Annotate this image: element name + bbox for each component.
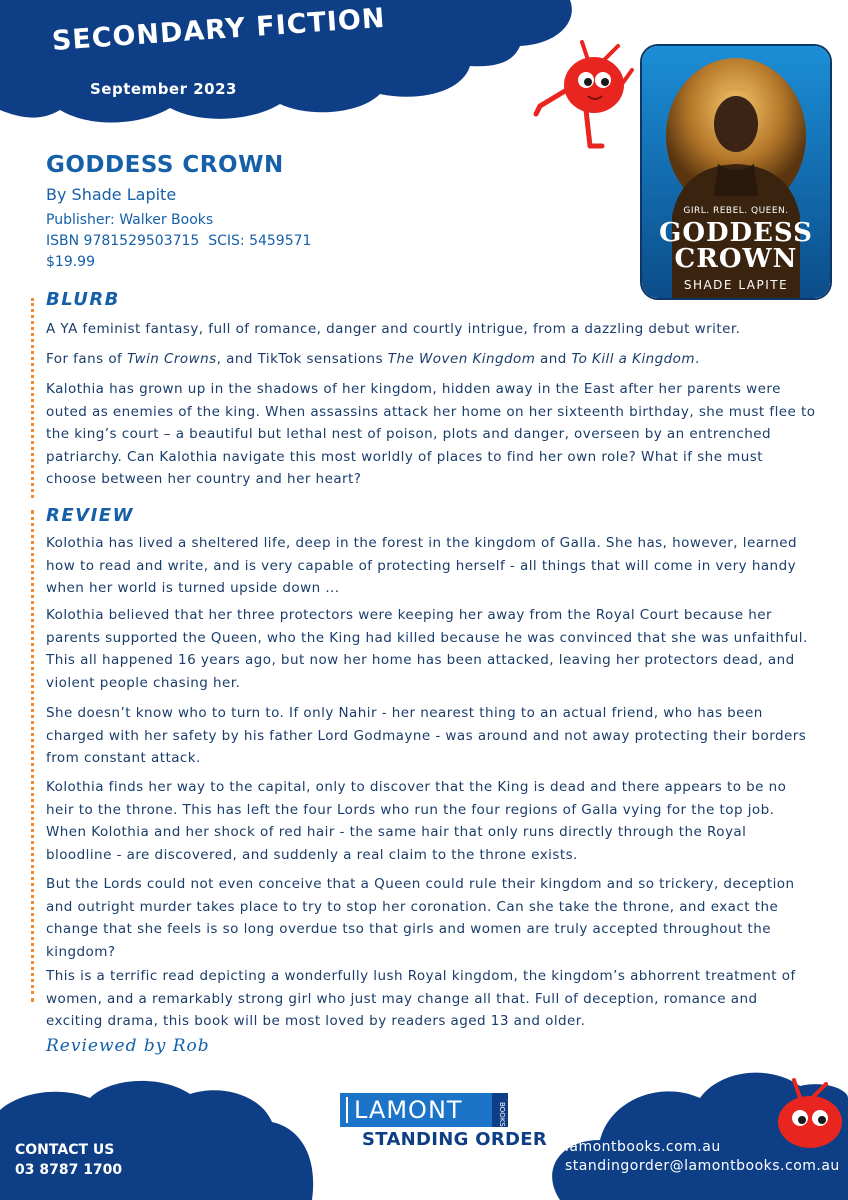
review-heading: REVIEW [46,505,134,526]
review-paragraph-3: She doesn’t know who to turn to. If only Nahir - her nearest thing to an actual friend, who has been charged with her safety by his father Lord Godmayne - was around and not away protecting their borders from constant attack. [46,705,807,766]
website-link[interactable]: lamontbooks.com.au [565,1139,721,1155]
cover-title-line2: CROWN [674,244,798,274]
contact-phone[interactable]: 03 8787 1700 [15,1162,123,1178]
book-publisher: Publisher: Walker Books [46,212,214,228]
blurb-paragraph-2: For fans of Twin Crowns, and TikTok sensations The Woven Kingdom and To Kill a Kingdom. [46,351,700,367]
review-paragraph-4: Kolothia finds her way to the capital, only to discover that the King is dead and there appears to be no heir to the throne. This has left the four Lords who run the four regions of Galla vying for the top job. When Kolothia and her shock of red hair - the same hair that only runs directly through the Royal bloodline - are discovered, and suddenly a real claim to the throne exists. [46,779,787,863]
cover-author: SHADE LAPITE [683,278,789,292]
cover-title-line1: GODDESS [659,218,813,248]
blurb-paragraph-1: A YA feminist fantasy, full of romance, danger and courtly intrigue, from a dazzling debut writer. [46,321,741,337]
lamont-logo [340,1093,508,1127]
issue-date: September 2023 [90,80,237,98]
blurb-heading: BLURB [46,289,120,310]
cover-tagline: GIRL. REBEL. QUEEN. [683,206,789,216]
blurb-divider [31,298,34,498]
mascot-peek-icon [770,1078,848,1148]
reviewer-signature: Reviewed by Rob [46,1036,210,1056]
page-category-title: SECONDARY FICTION [50,2,387,57]
footer-left-cloud [0,1070,320,1200]
contact-label: CONTACT US [15,1142,115,1158]
book-cover [640,44,832,300]
logo-name: LAMONT [354,1096,463,1124]
review-paragraph-1: Kolothia has lived a sheltered life, deep in the forest in the kingdom of Galla. She has, however, learned how to read and write, and is very capable of protecting herself - all things that will come in very handy when her world is turned upside down ... [46,535,798,596]
book-author: By Shade Lapite [46,185,177,204]
blurb-paragraph-3: Kalothia has grown up in the shadows of her kingdom, hidden away in the East after her parents were outed as enemies of the king. When assassins attack her home on her sixteenth birthday, she must flee to the king’s court – a beautiful but lethal nest of poison, plots and danger, overseen by an entrenched patriarchy. Can Kalothia navigate this most worldly of places to find her own role? What if she must choose between her country and her heart? [46,381,816,487]
book-isbn: ISBN 9781529503715 SCIS: 5459571 [46,233,312,249]
mascot-icon [530,40,640,155]
email-link[interactable]: standingorder@lamontbooks.com.au [565,1158,840,1174]
review-paragraph-5: But the Lords could not even conceive that a Queen could rule their kingdom and so trickery, deception and outright murder takes place to try to stop her coronation. Can she take the throne, and exact the change that she feels is so long overdue tso that girls and women are truly accepted throughout the kingdom? [46,876,795,960]
book-title: GODDESS CROWN [46,152,284,178]
book-price: $19.99 [46,254,95,270]
review-paragraph-2: Kolothia believed that her three protectors were keeping her away from the Royal Court because her parents supported the Queen, who the King had killed because he was convinced that she was unfaithful. This all happened 16 years ago, but now her home has been attacked, leaving her protectors dead, and violent people chasing her. [46,607,808,691]
review-divider [31,510,34,1002]
logo-subtitle: STANDING ORDER [362,1129,548,1150]
logo-side-text: BOOKS [498,1102,506,1127]
review-paragraph-6: This is a terrific read depicting a wonderfully lush Royal kingdom, the kingdom’s abhorrent treatment of women, and a remarkably strong girl who just may change all that. Full of deception, romance and exciting drama, this book will be most loved by readers aged 13 and older. [46,968,796,1029]
